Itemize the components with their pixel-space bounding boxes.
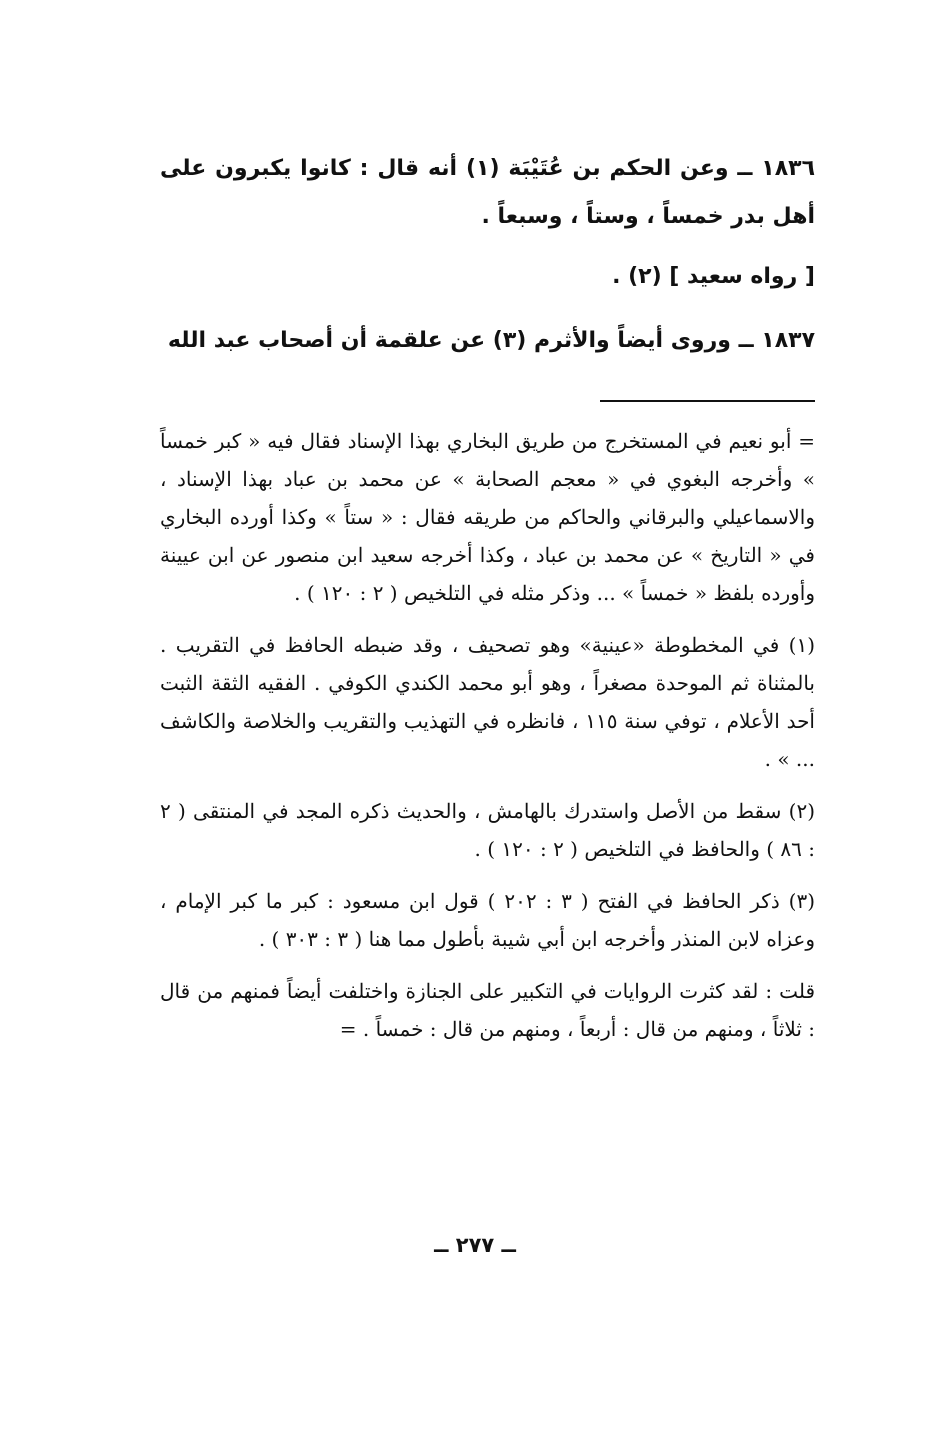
editor-comment: قلت : لقد كثرت الروايات في التكبير على الجنازة واختلفت أيضاً فمنهم من قال : ثلاثاً ، ومنهم من قال : أربعاً ، ومنهم من قال : خمساً . =: [160, 979, 815, 1041]
page-number: ــ ٢٧٧ ــ: [434, 1233, 516, 1257]
narration-1836: [ رواه سعيد ] (٢) .: [612, 264, 815, 289]
page-content: [160, 145, 816, 1041]
footnote-3: (٣) ذكر الحافظ في الفتح ( ٣ : ٢٠٢ ) قول ابن مسعود : كبر ما كبر الإمام ، وعزاه لابن المنذر وأخرجه ابن أبي شيبة بأطول مما هنا ( ٣ : ٣٠٣ ) .: [160, 889, 815, 951]
footnotes-section: [160, 422, 815, 1062]
hadith-1837: ١٨٣٧ ــ وروى أيضاً والأثرم (٣) عن علقمة أن أصحاب عبد الله: [167, 328, 815, 353]
footnote-continuation: = أبو نعيم في المستخرج من طريق البخاري بهذا الإسناد فقال فيه « كبر خمساً » وأخرجه البغوي في « معجم الصحابة » عن محمد بن عباد بهذا الإسناد ، والاسماعيلي والبرقاني والحاكم من طريقه فقال : « ستاً » وكذا أورده البخاري في « التاريخ » عن محمد بن عباد ، وكذا أخرجه سعيد ابن منصور عن ابن عيينة وأورده بلفظ « خمساً » ... وذكر مثله في التلخيص ( ٢ : ١٢٠ ) .: [160, 429, 815, 605]
footnote-1: (١) في المخطوطة «عينية» وهو تصحيف ، وقد ضبطه الحافظ في التقريب . بالمثناة ثم الموحدة مصغراً ، وهو أبو محمد الكندي الكوفي . الفقيه الثقة الثبت أحد الأعلام ، توفي سنة ١١٥ ، فانظره في التهذيب والتقريب والخلاصة والكاشف ... » .: [160, 633, 815, 771]
footnote-2: (٢) سقط من الأصل واستدرك بالهامش ، والحديث ذكره المجد في المنتقى ( ٢ : ٨٦ ) والحافظ في التلخيص ( ٢ : ١٢٠ ) .: [160, 799, 815, 861]
footnote-separator: [600, 400, 815, 402]
hadith-1836: ١٨٣٦ ــ وعن الحكم بن عُتَيْبَة (١) أنه قال : كانوا يكبرون على أهل بدر خمساً ، وستاً ، وسبعاً .: [160, 156, 816, 229]
